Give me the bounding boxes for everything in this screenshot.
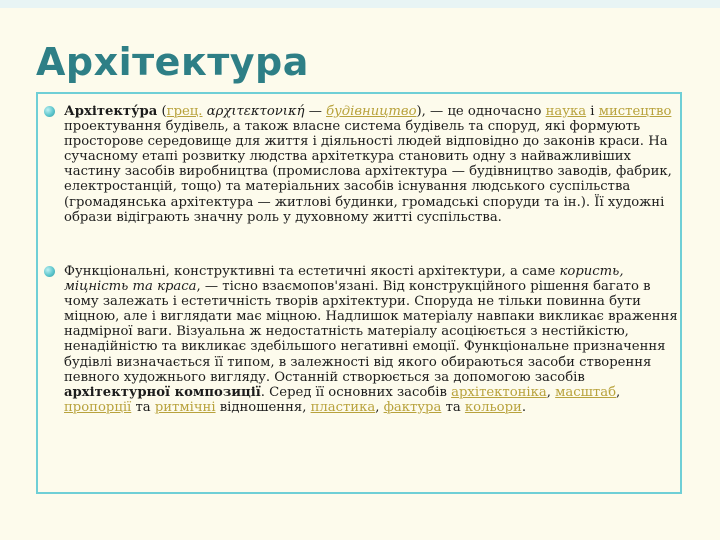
content-box [36,92,682,494]
term-composition: архітектурної композиції [64,384,261,400]
link-greek[interactable]: грец. [166,104,203,119]
link-construction[interactable]: будівництво [326,104,417,119]
top-strip [0,0,720,8]
phrase-utility-strength-beauty: користь, міцність та краса [64,264,624,295]
greek-word: αρχιτεκτονική [206,104,305,119]
link-rhythmic[interactable]: ритмічні [154,399,216,415]
link-science[interactable]: наука [545,104,587,119]
paragraph-1-text: Архітекту́ра (грец. αρχιτεκτονική — будівництво), — це одночасно наука і мистецтво проектування будівель, а також власне система будівель та споруд, які формують просторове середовище для життя і діяльності людей відповідно до законів краси. На сучасному етапі розвитку людства архітеткура становить одну з найважливіших частину засобів виробництва (промислова архітектура — будівництво заводів, фабрик, електростанцій, тощо) та матеріальних засобів існування людського суспільства (громадянська архітектура — житлові будинки, громадські споруди та ін.). Її художні образи відіграють значну роль у духовному житті суспільства. [64,104,672,225]
paragraph-2-text: Функціональні, конструктивні та естетичні якості архітектури, а саме користь, міцність та краса, — тісно взаємопов'язані. Від конструкційного рішення багато в чому залежать і естетичність творів архітектури. Споруда не тільки повинна бути міцною, але і виглядати має міцною. Надлишок матеріалу навпаки викликає враження надмірної ваги. Візуальна ж недостатність матеріалу асоціюється з нестійкістю, ненадійністю та викликає здебільшого негативні емоції. Функціональне призначення будівлі визначається її типом, в залежності від якого обираються засоби створення певного художнього вигляду. Останній створюється за допомогою засобів архітектурної композиції. Серед її основних засобів архітектоніка, масштаб, пропорції та ритмічні відношення, пластика, фактура та кольори. [64,264,678,415]
term-architecture: Архітекту́ра [64,104,158,119]
round-bullet-icon [44,266,55,277]
link-art[interactable]: мистецтво [598,104,672,119]
link-architectonics[interactable]: архітектоніка [451,384,547,400]
link-colors[interactable]: кольори [464,399,522,415]
link-proportions[interactable]: пропорції [64,399,132,415]
page-title: Архітектура [36,40,309,84]
link-texture[interactable]: фактура [383,399,442,415]
link-plastic[interactable]: пластика [310,399,376,415]
round-bullet-icon [44,106,55,117]
paragraph-1 [64,104,684,225]
link-scale[interactable]: масштаб [555,384,617,400]
paragraph-2 [64,264,684,415]
